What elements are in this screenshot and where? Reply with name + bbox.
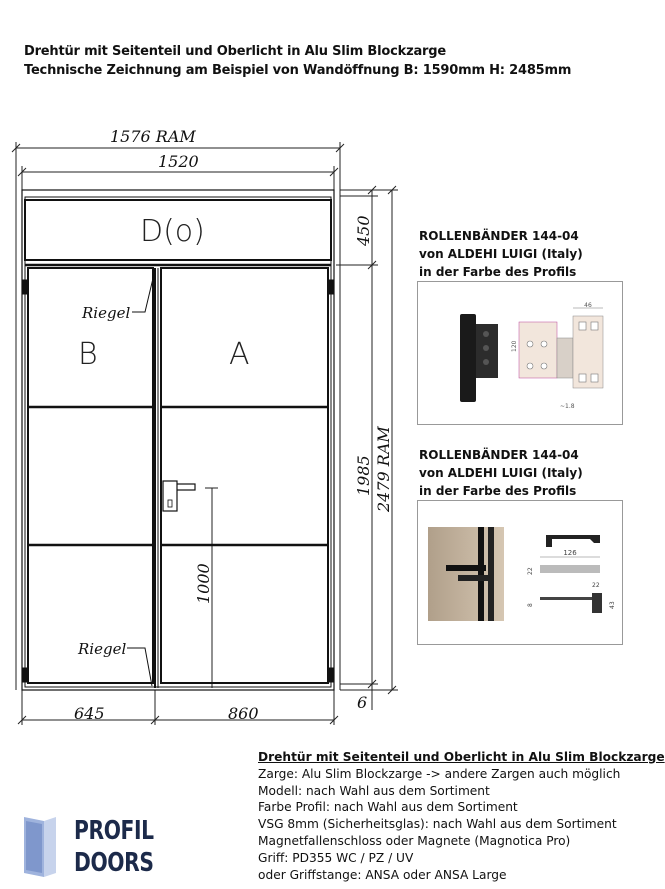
description-line: Magnetfallenschloss oder Magnete (Magnotica Pro) [258,833,571,848]
dim-width-inner: 1520 [158,152,199,171]
hinge1-illustration [418,282,622,424]
logo-text [74,815,154,879]
hinge2-line1: ROLLENBÄNDER 144-04 [419,448,579,462]
hinge2-dim-43: 43 [609,601,616,609]
hinge1-heading [419,227,583,281]
description-line: Farbe Profil: nach Wahl aus dem Sortiment [258,800,518,815]
hinge1-line3: in der Farbe des Profils [419,265,577,279]
dim-bottom-gap: 6 [357,693,368,712]
hinge1-dim-a: 46 [584,302,592,309]
hinge1-line2: von ALDEHI LUIGI (Italy) [419,247,583,261]
description-line: oder Griffstange: ANSA oder ANSA Large [258,867,507,882]
label-riegel-bottom: Riegel [78,640,127,658]
label-riegel-top: Riegel [82,304,131,322]
hinge1-image [417,281,623,425]
description-block [258,749,665,883]
description-line: VSG 8mm (Sicherheitsglas): nach Wahl aus dem Sortiment [258,817,617,832]
label-side-panel: B [78,337,98,372]
hinge2-illustration [418,501,622,644]
label-transom: D(o) [140,214,205,249]
dim-height-ram: 2479 RAM [374,426,393,512]
dim-width-a: 860 [228,704,259,723]
hinge1-line1: ROLLENBÄNDER 144-04 [419,229,579,243]
title-line-1: Drehtür mit Seitenteil und Oberlicht in Alu Slim Blockzarge [24,44,446,59]
hinge2-dim-126: 126 [563,549,577,557]
title-line-2: Technische Zeichnung am Beispiel von Wandöffnung B: 1590mm H: 2485mm [24,63,572,78]
hinge2-line3: in der Farbe des Profils [419,484,577,498]
hinge2-dim-8: 8 [527,603,534,607]
label-door: A [229,337,250,372]
description-line: Modell: nach Wahl aus dem Sortiment [258,783,490,798]
dim-height-lower: 1985 [354,455,373,496]
hinge2-dim-22b: 22 [592,582,600,589]
description-line: Zarge: Alu Slim Blockzarge -> andere Zargen auch möglich [258,766,621,781]
hinge2-line2: von ALDEHI LUIGI (Italy) [419,466,583,480]
hinge2-dim-22a: 22 [527,567,534,575]
description-line: Griff: PD355 WC / PZ / UV [258,850,414,865]
description-heading: Drehtür mit Seitenteil und Oberlicht in Alu Slim Blockzarge [258,750,665,764]
logo-door-icon [22,815,66,879]
dim-width-ram: 1576 RAM [110,127,196,146]
logo-line-2: DOORS [74,848,154,878]
logo-line-1: PROFIL [74,816,154,846]
dim-height-top: 450 [354,215,373,246]
dim-handle-height: 1000 [194,563,213,604]
dim-width-b: 645 [74,704,105,723]
hinge1-dim-b: 120 [511,340,518,352]
hinge1-dim-c: ~1.8 [560,403,575,410]
hinge2-heading [419,446,583,500]
hinge2-image [417,500,623,645]
